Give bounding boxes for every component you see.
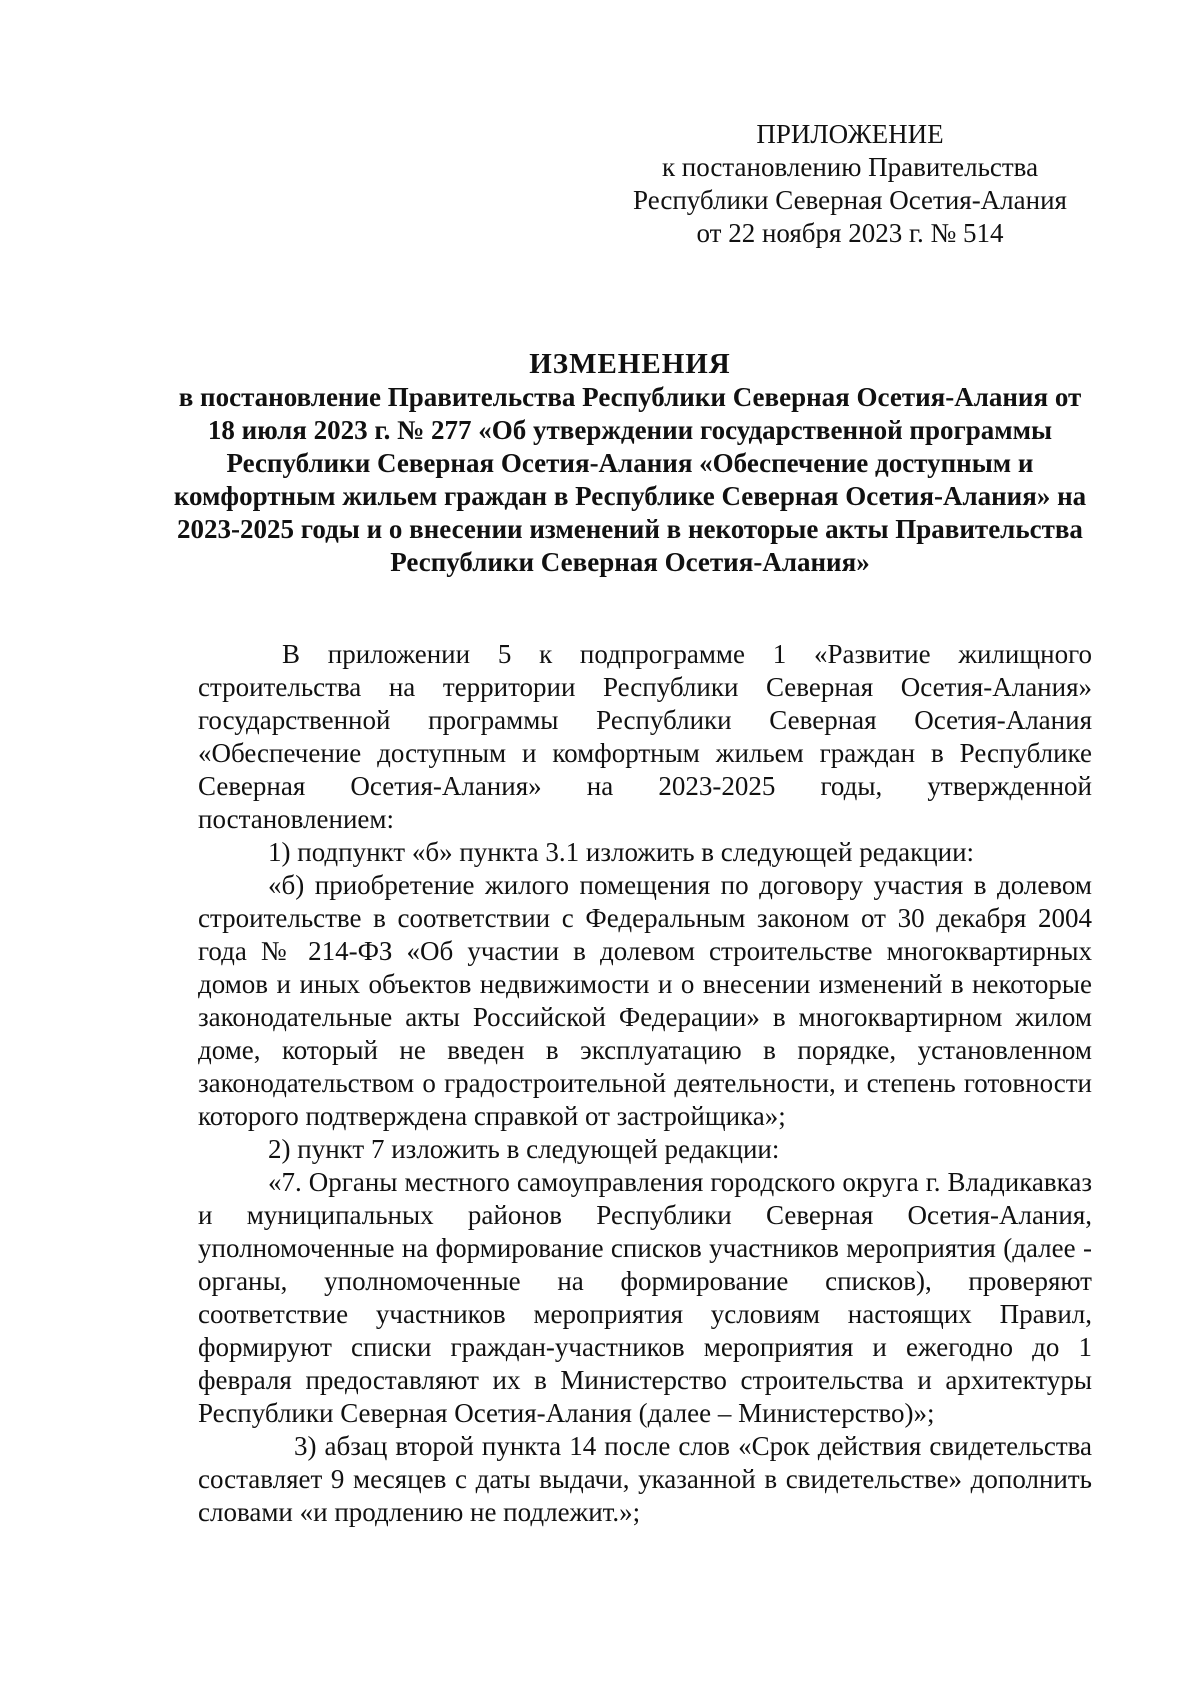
item-2-heading: 2) пункт 7 изложить в следующей редакции: <box>268 1134 780 1164</box>
title-heading: ИЗМЕНЕНИЯ <box>529 348 731 380</box>
appendix-label: ПРИЛОЖЕНИЕ <box>756 119 944 149</box>
appendix-authority: Республики Северная Осетия-Алания <box>633 185 1067 215</box>
appendix-reference: к постановлению Правительства <box>661 152 1039 182</box>
document-body <box>198 638 1092 1529</box>
appendix-block <box>600 118 1100 250</box>
item-3-text: 3) абзац второй пункта 14 после слов «Срок действия свидетельства составляет 9 месяцев с даты выдачи, указанной в свидетельстве» дополнить словами «и продлению не подлежит.»; <box>198 1431 1092 1527</box>
appendix-date-number: от 22 ноября 2023 г. № 514 <box>696 218 1004 248</box>
intro-paragraph: В приложении 5 к подпрограмме 1 «Развитие жилищного строительства на территории Республики Северная Осетия-Алания» государственной программы Республики Северная Осетия-Алания «Обеспечение доступным и комфортным жильем граждан в Республике Северная Осетия-Алания» на 2023-2025 годы, утвержденной постановлением: <box>198 639 1092 834</box>
document-title <box>170 348 1090 579</box>
item-1-heading: 1) подпункт «б» пункта 3.1 изложить в следующей редакции: <box>268 837 975 867</box>
item-2-text: «7. Органы местного самоуправления городского округа г. Владикавказ и муниципальных районов Республики Северная Осетия-Алания, уполномоченные на формирование списков участников мероприятия (далее - органы, уполномоченные на формирование списков), проверяют соответствие участников мероприятия условиям настоящих Правил, формируют списки граждан-участников мероприятия и ежегодно до 1 февраля предоставляют их в Министерство строительства и архитектуры Республики Северная Осетия-Алания (далее – Министерство)»; <box>198 1167 1092 1428</box>
title-subtitle: в постановление Правительства Республики Северная Осетия-Алания от 18 июля 2023 г. № 277 «Об утверждении государственной программы Республики Северная Осетия-Алания «Обеспечение доступным и комфортным жильем граждан в Республике Северная Осетия-Алания» на 2023-2025 годы и о внесении изменений в некоторые акты Правительства Республики Северная Осетия-Алания» <box>173 382 1087 577</box>
item-1-text: «б) приобретение жилого помещения по договору участия в долевом строительстве в соответствии с Федеральным законом от 30 декабря 2004 года № 214-ФЗ «Об участии в долевом строительстве многоквартирных домов и иных объектов недвижимости и о внесении изменений в некоторые законодательные акты Российской Федерации» в многоквартирном жилом доме, который не введен в эксплуатацию в порядке, установленном законодательством о градостроительной деятельности, и степень готовности которого подтверждена справкой от застройщика»; <box>198 870 1092 1131</box>
